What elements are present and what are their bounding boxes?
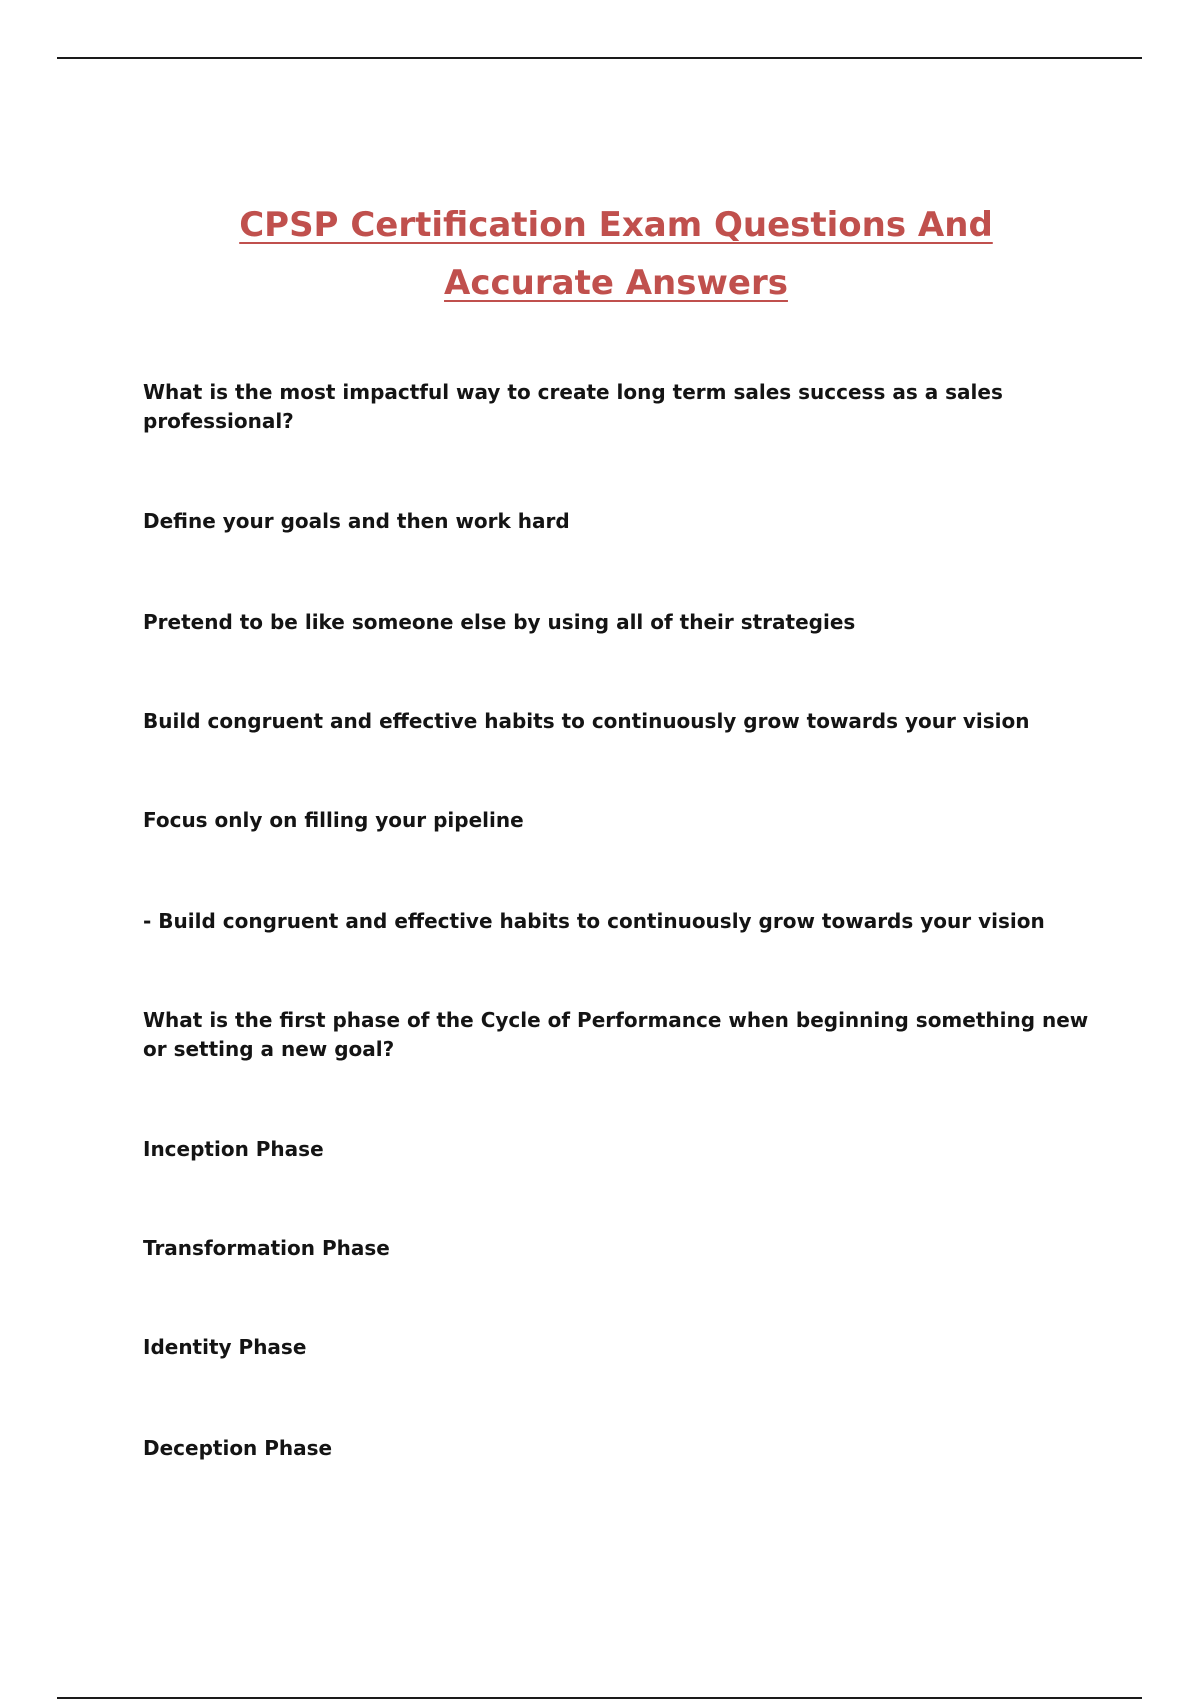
option-2d: Deception Phase — [143, 1436, 333, 1460]
option-2b: Transformation Phase — [143, 1236, 390, 1260]
title-line-1: CPSP Certification Exam Questions And — [239, 205, 993, 245]
question-1: What is the most impactful way to create long term sales success as a sales professional? — [143, 380, 1003, 433]
option-2a: Inception Phase — [143, 1137, 324, 1161]
question-2: What is the first phase of the Cycle of Performance when beginning something new or setting a new goal? — [143, 1008, 1089, 1061]
bottom-rule — [57, 1697, 1142, 1699]
title-line-2: Accurate Answers — [444, 263, 788, 303]
option-1b: Pretend to be like someone else by using all of their strategies — [143, 610, 856, 634]
top-rule — [57, 57, 1142, 59]
option-1a: Define your goals and then work hard — [143, 509, 570, 533]
option-1c: Build congruent and effective habits to continuously grow towards your vision — [143, 709, 1030, 733]
document-title — [0, 196, 1200, 312]
option-2c: Identity Phase — [143, 1335, 307, 1359]
option-1d: Focus only on filling your pipeline — [143, 808, 524, 832]
answer-1: - Build congruent and effective habits to continuously grow towards your vision — [143, 909, 1045, 933]
